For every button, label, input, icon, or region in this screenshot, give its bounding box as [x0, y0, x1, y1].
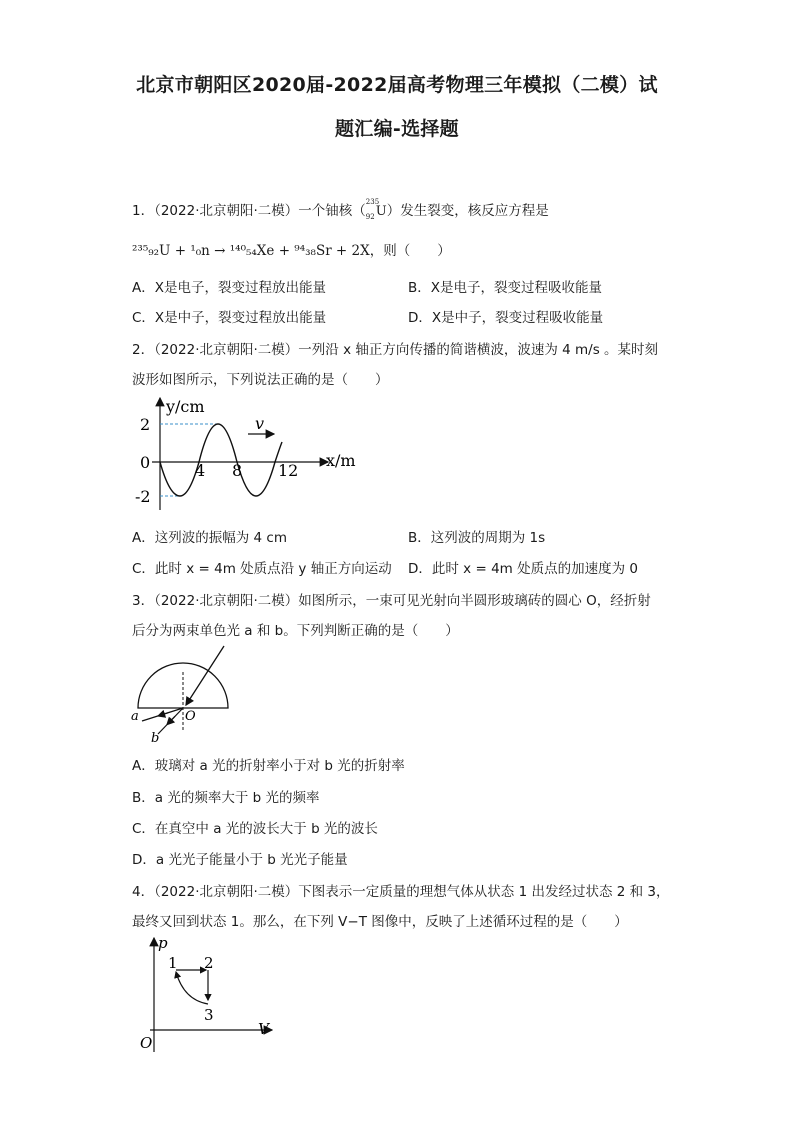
q4-stem-line1: 4．（2022·北京朝阳·二模）下图表示一定质量的理想气体从状态 1 出发经过状态 2 和 3， — [132, 884, 670, 900]
q3-label-a: a — [131, 709, 139, 724]
q2-wave-curve — [160, 424, 282, 496]
q1-option-a[interactable]: A．X是电子，裂变过程放出能量 — [132, 280, 326, 296]
q3-stem-line1: 3．（2022·北京朝阳·二模）如图所示，一束可见光射向半圆形玻璃砖的圆心 O，经折射 — [132, 593, 651, 609]
q2-ytick-2: 2 — [140, 415, 151, 434]
q4-path-3-1 — [176, 972, 208, 1004]
q2-stem-line1: 2．（2022·北京朝阳·二模）一列沿 x 轴正方向传播的简谐横波，波速为 4 m/s 。某时刻 — [132, 342, 659, 358]
q4-label-O: O — [140, 1034, 153, 1052]
q3-option-b[interactable]: B．a 光的频率大于 b 光的频率 — [132, 790, 320, 806]
q2-x-label: x/m — [326, 451, 356, 470]
q2-option-d[interactable]: D．此时 x = 4m 处质点的加速度为 0 — [408, 561, 638, 577]
q4-state-3: 3 — [204, 1006, 214, 1024]
q1-stem: 1．（2022·北京朝阳·二模）一个铀核（ 235 92 U）发生裂变，核反应方程是 — [132, 198, 549, 221]
q3-option-c[interactable]: C．在真空中 a 光的波长大于 b 光的波长 — [132, 821, 378, 837]
q1-option-c[interactable]: C．X是中子，裂变过程放出能量 — [132, 310, 327, 326]
q3-label-O: O — [185, 709, 196, 724]
q3-option-d[interactable]: D．a 光光子能量小于 b 光光子能量 — [132, 852, 348, 868]
q2-stem-line2: 波形如图所示，下列说法正确的是（ ） — [132, 372, 389, 388]
q2-xtick-4: 4 — [195, 461, 206, 480]
q1-option-b[interactable]: B．X是电子，裂变过程吸收能量 — [408, 280, 603, 296]
q2-option-c[interactable]: C．此时 x = 4m 处质点沿 y 轴正方向运动 — [132, 561, 392, 577]
doc-title-line1: 北京市朝阳区2020届-2022届高考物理三年模拟（二模）试 — [136, 74, 658, 96]
q2-option-a[interactable]: A．这列波的振幅为 4 cm — [132, 530, 287, 546]
q4-state-1: 1 — [168, 954, 178, 972]
q3-semicircle — [138, 663, 228, 708]
q3-ray-a-arrow — [158, 713, 168, 716]
q2-xtick-8: 8 — [232, 461, 243, 480]
q3-prism-figure — [128, 642, 248, 747]
q1-nucleus: 235 92 U — [365, 198, 387, 221]
q2-option-b[interactable]: B．这列波的周期为 1s — [408, 530, 546, 546]
q3-stem-line2: 后分为两束单色光 a 和 b。下列判断正确的是（ ） — [132, 623, 459, 639]
q4-stem-line2: 最终又回到状态 1。那么，在下列 V−T 图像中，反映了上述循环过程的是（ ） — [132, 914, 628, 930]
q2-wave-figure — [132, 392, 362, 517]
q4-pv-figure — [132, 932, 282, 1057]
q1-option-d[interactable]: D．X是中子，裂变过程吸收能量 — [408, 310, 604, 326]
q3-ray-b-arrow — [167, 716, 175, 724]
q4-label-V: V — [258, 1020, 269, 1038]
q3-option-a[interactable]: A．玻璃对 a 光的折射率小于对 b 光的折射率 — [132, 758, 405, 774]
q2-xtick-12: 12 — [278, 461, 299, 480]
q1-equation: ²³⁵₉₂U + ¹₀n → ¹⁴⁰₅₄Xe + ⁹⁴₃₈Sr + 2X，则（ ） — [132, 243, 451, 259]
q3-incident-ray — [186, 646, 224, 705]
q4-label-p: p — [158, 934, 168, 952]
q2-y-label: y/cm — [166, 397, 205, 416]
doc-title-line2: 题汇编-选择题 — [335, 118, 459, 140]
q3-label-b: b — [151, 731, 160, 746]
q2-ytick-neg2: -2 — [135, 487, 151, 506]
q2-velocity-label: v — [255, 414, 265, 433]
q4-state-2: 2 — [204, 954, 214, 972]
q2-ytick-0: 0 — [140, 453, 151, 472]
